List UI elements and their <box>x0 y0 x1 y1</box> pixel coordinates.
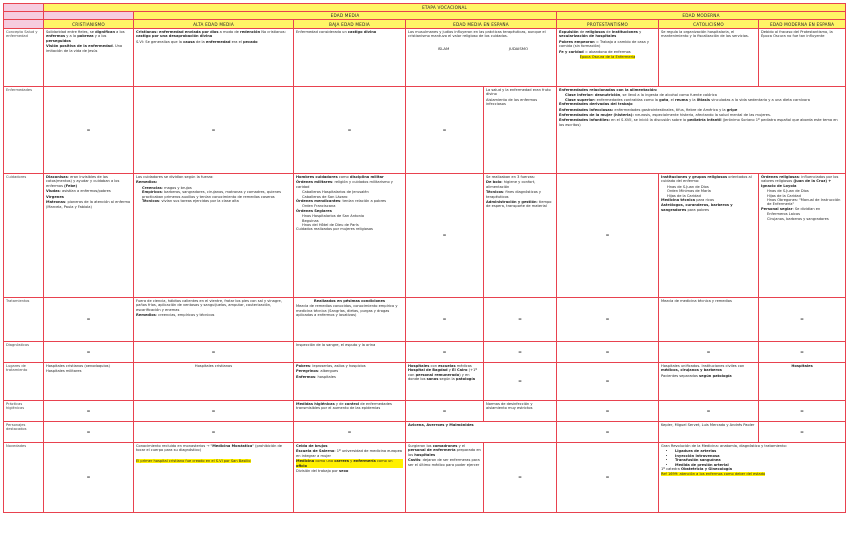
cell-dash: – <box>44 401 134 422</box>
cell-cuidadores-catolicismo: Instituciones y grupos religiosos orientados al cuidado del enfermo: • Hnas de S.Juan de Dios • Orden Mínimas de María • Hijas de la Caridad Medicina técnica para ricos Astrólogos, curanderos, barberos y sangradores para pobres <box>659 174 759 298</box>
cell-dash: – <box>134 87 294 174</box>
highlight-san-basilio: El primer hospital cristiano fue creado en el S.VI por San Basilio <box>136 458 251 463</box>
cell-cuidadores-cristianismo: Diaconisas: eran invisibles de los cotos(mentos) y ayudar y cuidaban a los enfermos (Febe) Viudas: asistían a enfermos/pobres Vírgenes Matronas: pioneras de la atención al enfermo (Marcela, Paula y Fabiola) <box>44 174 134 298</box>
subheader-judaismo: JUDAISMO <box>508 46 529 51</box>
cell-dash: – <box>557 443 659 513</box>
cell-enfermedades-moderna: Enfermedades relacionadas con la alimentación: • Clase inferior: desnutrición, se llevó a la ingesta de alcohol como fuente calórica • Clase superior: enfermedades contraídas como la gota, el reuma y la litiasis vinculadas a la vida sedentaria y a una dieta carnívora Enfermedades derivadas del trabajo Enfermedades infecciosas: enfermedades gastrointestinales, tifus, fiebre de América y la gripe Enfermedades de la mujer (histeria): neurosis, especialmente histeria, afectando la salud mental de las mujeres. Enfermedades infantiles: en el S.XVII, se inició la discusión sobre la pediatría infantil (Jerónimo Soriano 1º pediatra español que aborda este tema en los escritos) <box>557 87 846 174</box>
header-etapa: ETAPA VOCACIONAL <box>44 4 846 12</box>
row-label-novedades: Novedades <box>4 443 44 513</box>
header-catolicismo: CATOLICISMO <box>659 20 759 29</box>
cell-dash: – <box>557 422 659 443</box>
row-label-concepto: Concepto Salud y enfermedad <box>4 29 44 87</box>
cell-practicas-baja: Medidas higiénicas y de control de enfermedades transmisibles por el aumento de las epidemias <box>294 401 406 422</box>
header-alta: ALTA EDAD MEDIA <box>134 20 294 29</box>
cell-lugares-alta: Hospitales cristianos <box>134 363 294 401</box>
cell-lugares-espana: Hospitales con escuelas médicas Hospital de Bagdad y El Cairo (+1º con personal remunerado) y en donde los sanos según la patología <box>406 363 484 401</box>
cell-dash: – <box>294 87 406 174</box>
cell-enfermedades-espana: La salud y la enfermedad eran fruto divino Aislamiento de los enfermos infecciosos <box>484 87 557 174</box>
cell-dash: – <box>134 401 294 422</box>
cell-dash: – <box>759 422 846 443</box>
cell-dash: – <box>44 87 134 174</box>
header-edad-moderna: EDAD MODERNA <box>557 12 846 20</box>
header-cristianismo: CRISTIANISMO <box>44 20 134 29</box>
header-espana-moderna: EDAD MODERNA EN ESPAÑA <box>759 20 846 29</box>
cell-concepto-baja: Enfermedad considerada un castigo divino <box>294 29 406 87</box>
cell-cuidadores-baja: Hombres cuidadores como disciplina militar Órdenes militares: religión y cuidados militarismo y caridad • Caballeros Hospitalarios de Jerusalén • Caballeros de San Lázaro Órdenes mendicantes: tenían relación a pobres • Orden Franciscana Órdenes Seglares • Hnos Hospitalarios de San Antonio • Beguinas • Hnos del Hôtel de Dieu de París Cuidados realizados por mujeres religiosas <box>294 174 406 298</box>
header-spacer <box>44 12 134 20</box>
subheader-islam: ISLAM <box>437 46 450 51</box>
cell-dash: – <box>44 342 134 363</box>
cell-dash: – <box>484 443 557 513</box>
highlight-medicina-carrera: Medicina como una carrera y enfermería como un oficio <box>296 459 403 468</box>
cell-dash: – <box>406 342 484 363</box>
cell-novedades-baja: Celda de brujos Escuela de Salerno: 1º universidad de medicina europea en integrar a mujer Medicina como una carrera y enfermería como un oficio División del trabajo por sexo <box>294 443 406 513</box>
cell-dash: – <box>557 342 659 363</box>
cell-novedades-espana: Surgieron los comadrones y el personal de enfermería preparado en los hospitales Castis: dejaron de ser enfermeras para ser el último médico para poder ejercer <box>406 443 484 513</box>
cell-tratamientos-catolicismo: Mezcla de medicina técnica y remedios <box>659 298 759 342</box>
cell-tratamientos-baja: Realizados en pésimas condiciones Mezcla de remedios conocidos, conocimiento empírico y medicina técnica (Sangrías, dietas, purgas y drogas aplicadas a enfermos y lavativas) <box>294 298 406 342</box>
cell-lugares-cristianismo: Hospitales cristianos (xenodoquios) Hospitales militares <box>44 363 134 401</box>
cell-concepto-protestantismo: Expulsión de religiosos de instituciones y secularización de hospitales Pobres empeoran = Trabajo a cambio de casa y comida (sin formación) Fe y caridad = abandono de enfermos Época Oscura de la Enfermería <box>557 29 659 87</box>
cell-cuidadores-espana: Se realizaban en 3 fuerzas: De bolo: higiene y confort, alimentación Técnicos: fines diagnósticos y terapéuticos Administración y gestión: tiempo de espera, transporte de material <box>484 174 557 298</box>
cell-dash: – <box>557 401 659 422</box>
cell-concepto-cristianismo: Solidaridad entre fieles, se dignifican a los enfermos y a la pobreza y a los perseguidos Visión positiva de la enfermedad. Una imitación de la vida de Jesús <box>44 29 134 87</box>
cell-dash: – <box>44 298 134 342</box>
cell-dash: – <box>406 174 484 298</box>
cell-concepto-espana-moderna: Debido al fracaso del Protestantismo, la Época Oscura no fue tan influyente <box>759 29 846 87</box>
cell-dash: – <box>294 422 406 443</box>
cell-dash: – <box>484 363 557 401</box>
cell-dash: – <box>134 342 294 363</box>
cell-diagnosticos-baja: Inspección de la sangre, el esputo y la orina <box>294 342 406 363</box>
highlight-deber-estado: Ref 1699: atención a los enfermos como deber del estado <box>661 472 766 477</box>
row-label-personajes: Personajes destacados <box>4 422 44 443</box>
cell-dash: – <box>134 422 294 443</box>
cell-cuidadores-alta: Los cuidadores se dividían según la fuerza: Remedios: • Creencias: magos y brujos • Empíricos: barberos, sangradores, cirujanos, matronas y comadres, quienes practicaban primeros auxilios y tenían conocimiento de remedios caseros • Técnicos: vivían sus tareas ejercidas por la clase alta <box>134 174 294 298</box>
cell-lugares-catolicismo: Hospitales unificados. Instituciones civiles con médicos, cirujanos y barberos Pacientes separados según patología <box>659 363 759 401</box>
cell-novedades-alta: Conocimiento recluido en monasterios → "Medicina Monástica" (prohibición de tocar el cuerpo para su diagnóstico) El primer hospital cristiano fue creado en el S.VI por San Basilio <box>134 443 294 513</box>
corner-cell <box>4 20 44 29</box>
cell-concepto-espana <box>406 29 557 87</box>
comparison-table-container <box>3 3 845 513</box>
row-label-tratamientos: Tratamientos <box>4 298 44 342</box>
corner-cell <box>4 12 44 20</box>
corner-cell <box>4 4 44 12</box>
header-protestantismo: PROTESTANTISMO <box>557 20 659 29</box>
cell-dash: – <box>759 401 846 422</box>
highlight-epoca-oscura: Época Oscura de la Enfermería <box>579 55 636 60</box>
cell-dash: – <box>759 298 846 342</box>
row-label-practicas: Prácticas higiénicas <box>4 401 44 422</box>
cell-tratamientos-alta: Fuera de ciencia, hábitos calientes en el vientre, frotar los pies con sal y vinagre, paños fríos, aplicación de ventosas y sanguijuelas, amputar, cauterización, escarificación y enemas Remedios: creencias, empíricos y técnicos <box>134 298 294 342</box>
cell-novedades-moderna: Gran Revolución de la Medicina: anatomía, diagnóstico y tratamiento: • Ligadura de arterias • Inyección intravenosa • Transfusión sanguínea • Medida de presión arterial 1º catedra Obstetricia y Ginecología Ref 1699: atención a los enfermos como deber del estado <box>659 443 846 513</box>
row-label-enfermedades: Enfermedades <box>4 87 44 174</box>
header-espana-media: EDAD MEDIA EN ESPAÑA <box>406 20 557 29</box>
row-label-diagnosticos: Diagnósticos <box>4 342 44 363</box>
cell-dash: – <box>659 342 759 363</box>
cell-practicas-espana: Normas de desinfección y aislamiento muy estrictos <box>484 401 557 422</box>
cell-personajes-espana: Avicena, Averroes y Maimónides <box>406 422 557 443</box>
cell-dash: – <box>406 87 484 174</box>
cell-dash: – <box>557 363 659 401</box>
concepto-espana-text: Los musulmanes y judíos influyeron en las prácticas terapéuticas, aunque el cristianismo mantuvo el valor religioso de los cuidados. <box>408 30 546 39</box>
header-edad-media: EDAD MEDIA <box>134 12 557 20</box>
cell-dash: – <box>659 401 759 422</box>
cell-lugares-espana-moderna: Hospitales <box>759 363 846 401</box>
cell-dash: – <box>44 422 134 443</box>
row-label-cuidadores: Cuidadores <box>4 174 44 298</box>
cell-dash: – <box>557 298 659 342</box>
cell-personajes-catolicismo: Kepler, Miguel Servet, Luis Mercado y Andrés Paoler <box>659 422 759 443</box>
cell-dash: – <box>557 174 659 298</box>
cell-dash: – <box>484 298 557 342</box>
cell-dash: – <box>759 342 846 363</box>
cell-lugares-baja: Pobres: leproserías, asilos y hospicios Peregrinos: albergues Enfermos: hospitales <box>294 363 406 401</box>
header-baja: BAJA EDAD MEDIA <box>294 20 406 29</box>
cell-dash: – <box>406 298 484 342</box>
cell-concepto-alta: Cristianos: enfermedad enviada por dios a modo de redención No cristianos: castigo por una desaprobación divina S.VI: Se generaliza que la causa de la enfermedad era el pecado <box>134 29 294 87</box>
cell-dash: – <box>484 342 557 363</box>
cell-concepto-catolicismo: Se regula la organización hospitalaria, el mantenimiento y la fiscalización de los servicios. <box>659 29 759 87</box>
cell-cuidadores-espana-moderna: Órdenes religiosas: influenciados por los valores religiosos (Juan de la Cruz) + Ignacio de Loyola • Hnas de S.Juan de Dios • Hijas de la Caridad • Hnos Obregones: "Manual de Instrucción de Enfermería" Personal seglar: Se dividían en • Enfermeros Laicos • Cirujanos, barberos y sangradores <box>759 174 846 298</box>
comparison-table <box>3 3 846 513</box>
cell-dash: – <box>44 443 134 513</box>
cell-dash: – <box>406 401 484 422</box>
row-label-lugares: Lugares de tratamiento <box>4 363 44 401</box>
